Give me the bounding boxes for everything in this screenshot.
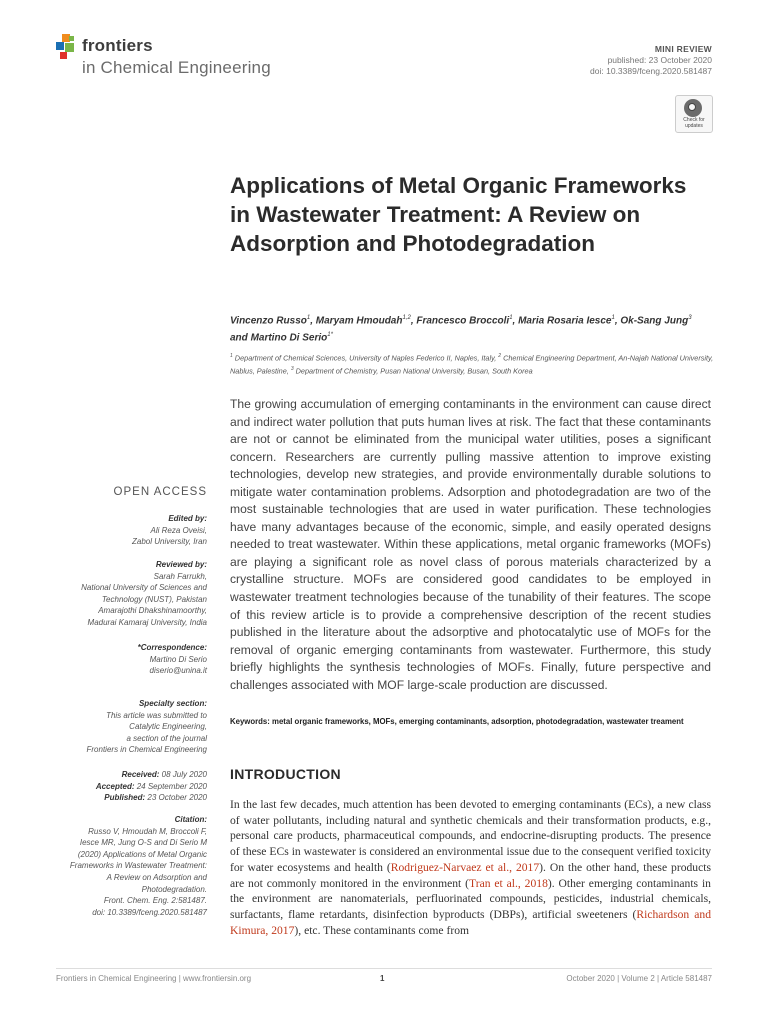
affiliation-text: Department of Chemistry, Pusan National University, Busan, South Korea — [293, 366, 533, 376]
reviewer-line: National University of Sciences and — [81, 583, 207, 593]
check-updates-label: Check for updates — [683, 117, 705, 129]
author-name[interactable]: Martino Di Serio — [250, 332, 328, 344]
citation-link[interactable]: Tran et al., 2018 — [469, 876, 548, 890]
citation-line: (2020) Applications of Metal Organic — [77, 849, 207, 859]
author-separator: , — [410, 315, 417, 327]
article-title: Applications of Metal Organic Frameworks in Wastewater Treatment: A Review on Adsorption and Photodegradation — [230, 173, 687, 256]
author-name[interactable]: Francesco Broccoli — [416, 315, 510, 327]
published-date: published: 23 October 2020 — [607, 55, 712, 65]
journal-name: in Chemical Engineering — [82, 58, 271, 77]
affiliation-marker: 2 — [498, 353, 502, 359]
introduction-paragraph: In the last few decades, much attention has been devoted to emerging contaminants (ECs), a new class of water pollutants, including natural and synthetic chemicals and their transformation products, e.g., personal care products, pharmaceutical compounds, and endocrine-disrupting products. The presence of these ECs in wastewater is considered an environmental issue due to the consequent verified toxicity for water ecosystems and health (Rodriguez-Narvaez et al., 2017). On the other hand, these products are not commonly monitored in the environment (Tran et al., 2018). Other emerging contaminants in the environment are nanomaterials, perfluorinated compounds, pesticides, industrial chemicals, surfactants, flame retardants, disinfection byproducts (DBPs), artificial sweeteners (Richardson and Kimura, 2017), etc. These contaminants come from — [230, 798, 711, 937]
author-separator: , — [310, 315, 316, 327]
citation-line: Russo V, Hmoudah M, Broccoli F, — [88, 826, 207, 836]
reviewed-by-heading: Reviewed by: — [155, 560, 207, 569]
affiliation-marker: 3 — [290, 365, 294, 372]
editor-line: Ali Reza Oveisi, — [150, 525, 207, 535]
received-date: Received: 08 July 2020 — [121, 770, 207, 779]
author-affiliation-marker: 1,2 — [402, 315, 411, 321]
page-number: 1 — [380, 974, 385, 983]
citation-heading: Citation: — [174, 815, 207, 824]
article-doi[interactable]: doi: 10.3389/fceng.2020.581487 — [590, 66, 712, 76]
author-name[interactable]: Ok-Sang Jung — [620, 315, 689, 327]
author-separator: and — [230, 332, 251, 344]
abstract: The growing accumulation of emerging contaminants in the environment can cause direct and indirect water pollution that puts human lives at risk. The fact that these contaminants are not or cannot be eliminated from the municipal water utilities, poses a significant concern. Researchers are currently pulling massive attention to improve existing technologies, develop new strategies, and provide environmentally durable solutions to mitigate water contamination problems. Adsorption and photodegradation are two of the most sustainable technologies that are used in water purification. These technologies have many advantages because of the economic, simple, and easily operated designs needed to treat wastewater. Within these applications, metal organic frameworks (MOFs) are playing a significant role as novel class of porous materials characterized by a crystalline structure. MOFs are considered good candidates to be employed in wastewater treatment technologies because of the tunability of their features. The scope of this review article is to provide a comprehensive description of the recent studies published in the literature about the adsorptive and photocatalytic use of MOFs for the removal of organic emerging contaminants from wastewater. Furthermore, this study briefly highlights the synthesis technologies of MOFs. Finally, future perspective and challenges associated with MOF large-scale production are discussed. — [230, 397, 711, 692]
citation-link[interactable]: Richardson and Kimura, 2017 — [230, 907, 711, 937]
citation-line: Frameworks in Wastewater Treatment: — [69, 861, 207, 871]
article-meta — [590, 44, 712, 77]
open-access-label: OPEN ACCESS — [113, 486, 207, 498]
citation-section — [70, 814, 207, 918]
section-heading-introduction: INTRODUCTION — [230, 766, 341, 782]
edited-by-section — [132, 513, 207, 548]
citation-line: Photodegradation. — [141, 884, 207, 894]
specialty-line: Catalytic Engineering, — [129, 722, 207, 732]
footer-divider — [56, 968, 712, 969]
specialty-line: a section of the journal — [126, 733, 207, 743]
brand-name: frontiers — [82, 36, 153, 55]
check-for-updates-button[interactable] — [675, 95, 713, 133]
reviewed-by-section — [81, 559, 207, 629]
frontiers-logo-icon — [56, 34, 78, 62]
published-date-side: Published: 23 October 2020 — [104, 793, 207, 803]
author-affiliation-marker: 1 — [509, 315, 513, 321]
citation-line: Front. Chem. Eng. 2:581487. — [103, 896, 207, 906]
author-name[interactable]: Vincenzo Russo — [230, 315, 307, 327]
correspondence-heading: *Correspondence: — [137, 643, 207, 652]
keywords: Keywords: metal organic frameworks, MOFs, emerging contaminants, adsorption, photodegradation, wastewater treament — [230, 717, 684, 726]
reviewer-line: Madurai Kamaraj University, India — [87, 617, 207, 627]
footer-volume: October 2020 | Volume 2 | Article 581487 — [566, 974, 712, 983]
author-list — [230, 311, 710, 346]
check-updates-icon — [684, 99, 702, 117]
dates-section — [96, 769, 207, 804]
correspondence-name: Martino Di Serio — [149, 654, 207, 664]
affiliation-text: Chemical Engineering Department, An-Najah National University, Nablus, Palestine, — [230, 353, 714, 376]
author-affiliation-marker: 1* — [327, 332, 333, 339]
author-separator: , — [512, 315, 519, 327]
specialty-section — [87, 698, 208, 756]
specialty-line: This article was submitted to — [106, 710, 207, 720]
author-affiliation-marker: 1 — [306, 315, 311, 321]
author-affiliation-marker: 3 — [688, 315, 692, 321]
editor-line: Zabol University, Iran — [132, 537, 207, 547]
reviewer-line: Technology (NUST), Pakistan — [101, 594, 207, 604]
author-affiliation-marker: 1 — [611, 315, 615, 321]
citation-link[interactable]: Rodriguez-Narvaez et al., 2017 — [390, 860, 540, 874]
author-name[interactable]: Maria Rosaria Iesce — [518, 315, 612, 327]
affiliation-marker: 1 — [230, 353, 233, 359]
affiliations — [230, 351, 720, 377]
citation-line: A Review on Adsorption and — [106, 872, 207, 882]
journal-logo — [56, 34, 296, 82]
reviewer-line: Amarajothi Dhakshinamoorthy, — [98, 606, 207, 616]
correspondence-section — [138, 642, 207, 677]
edited-by-heading: Edited by: — [168, 514, 207, 523]
author-name[interactable]: Maryam Hmoudah — [315, 315, 403, 327]
article-type: MINI REVIEW — [654, 44, 712, 54]
specialty-heading: Specialty section: — [138, 699, 207, 708]
citation-line: Iesce MR, Jung O-S and Di Serio M — [79, 838, 207, 848]
correspondence-email[interactable]: diserio@unina.it — [149, 666, 207, 676]
accepted-date: Accepted: 24 September 2020 — [95, 781, 207, 791]
specialty-line: Frontiers in Chemical Engineering — [86, 745, 207, 755]
footer-journal[interactable]: Frontiers in Chemical Engineering | www.frontiersin.org — [56, 974, 252, 983]
author-separator: , — [614, 315, 621, 327]
affiliation-text: Department of Chemical Sciences, University of Naples Federico II, Naples, Italy, — [232, 353, 499, 363]
reviewer-line: Sarah Farrukh, — [153, 571, 207, 581]
citation-line[interactable]: doi: 10.3389/fceng.2020.581487 — [92, 907, 207, 917]
